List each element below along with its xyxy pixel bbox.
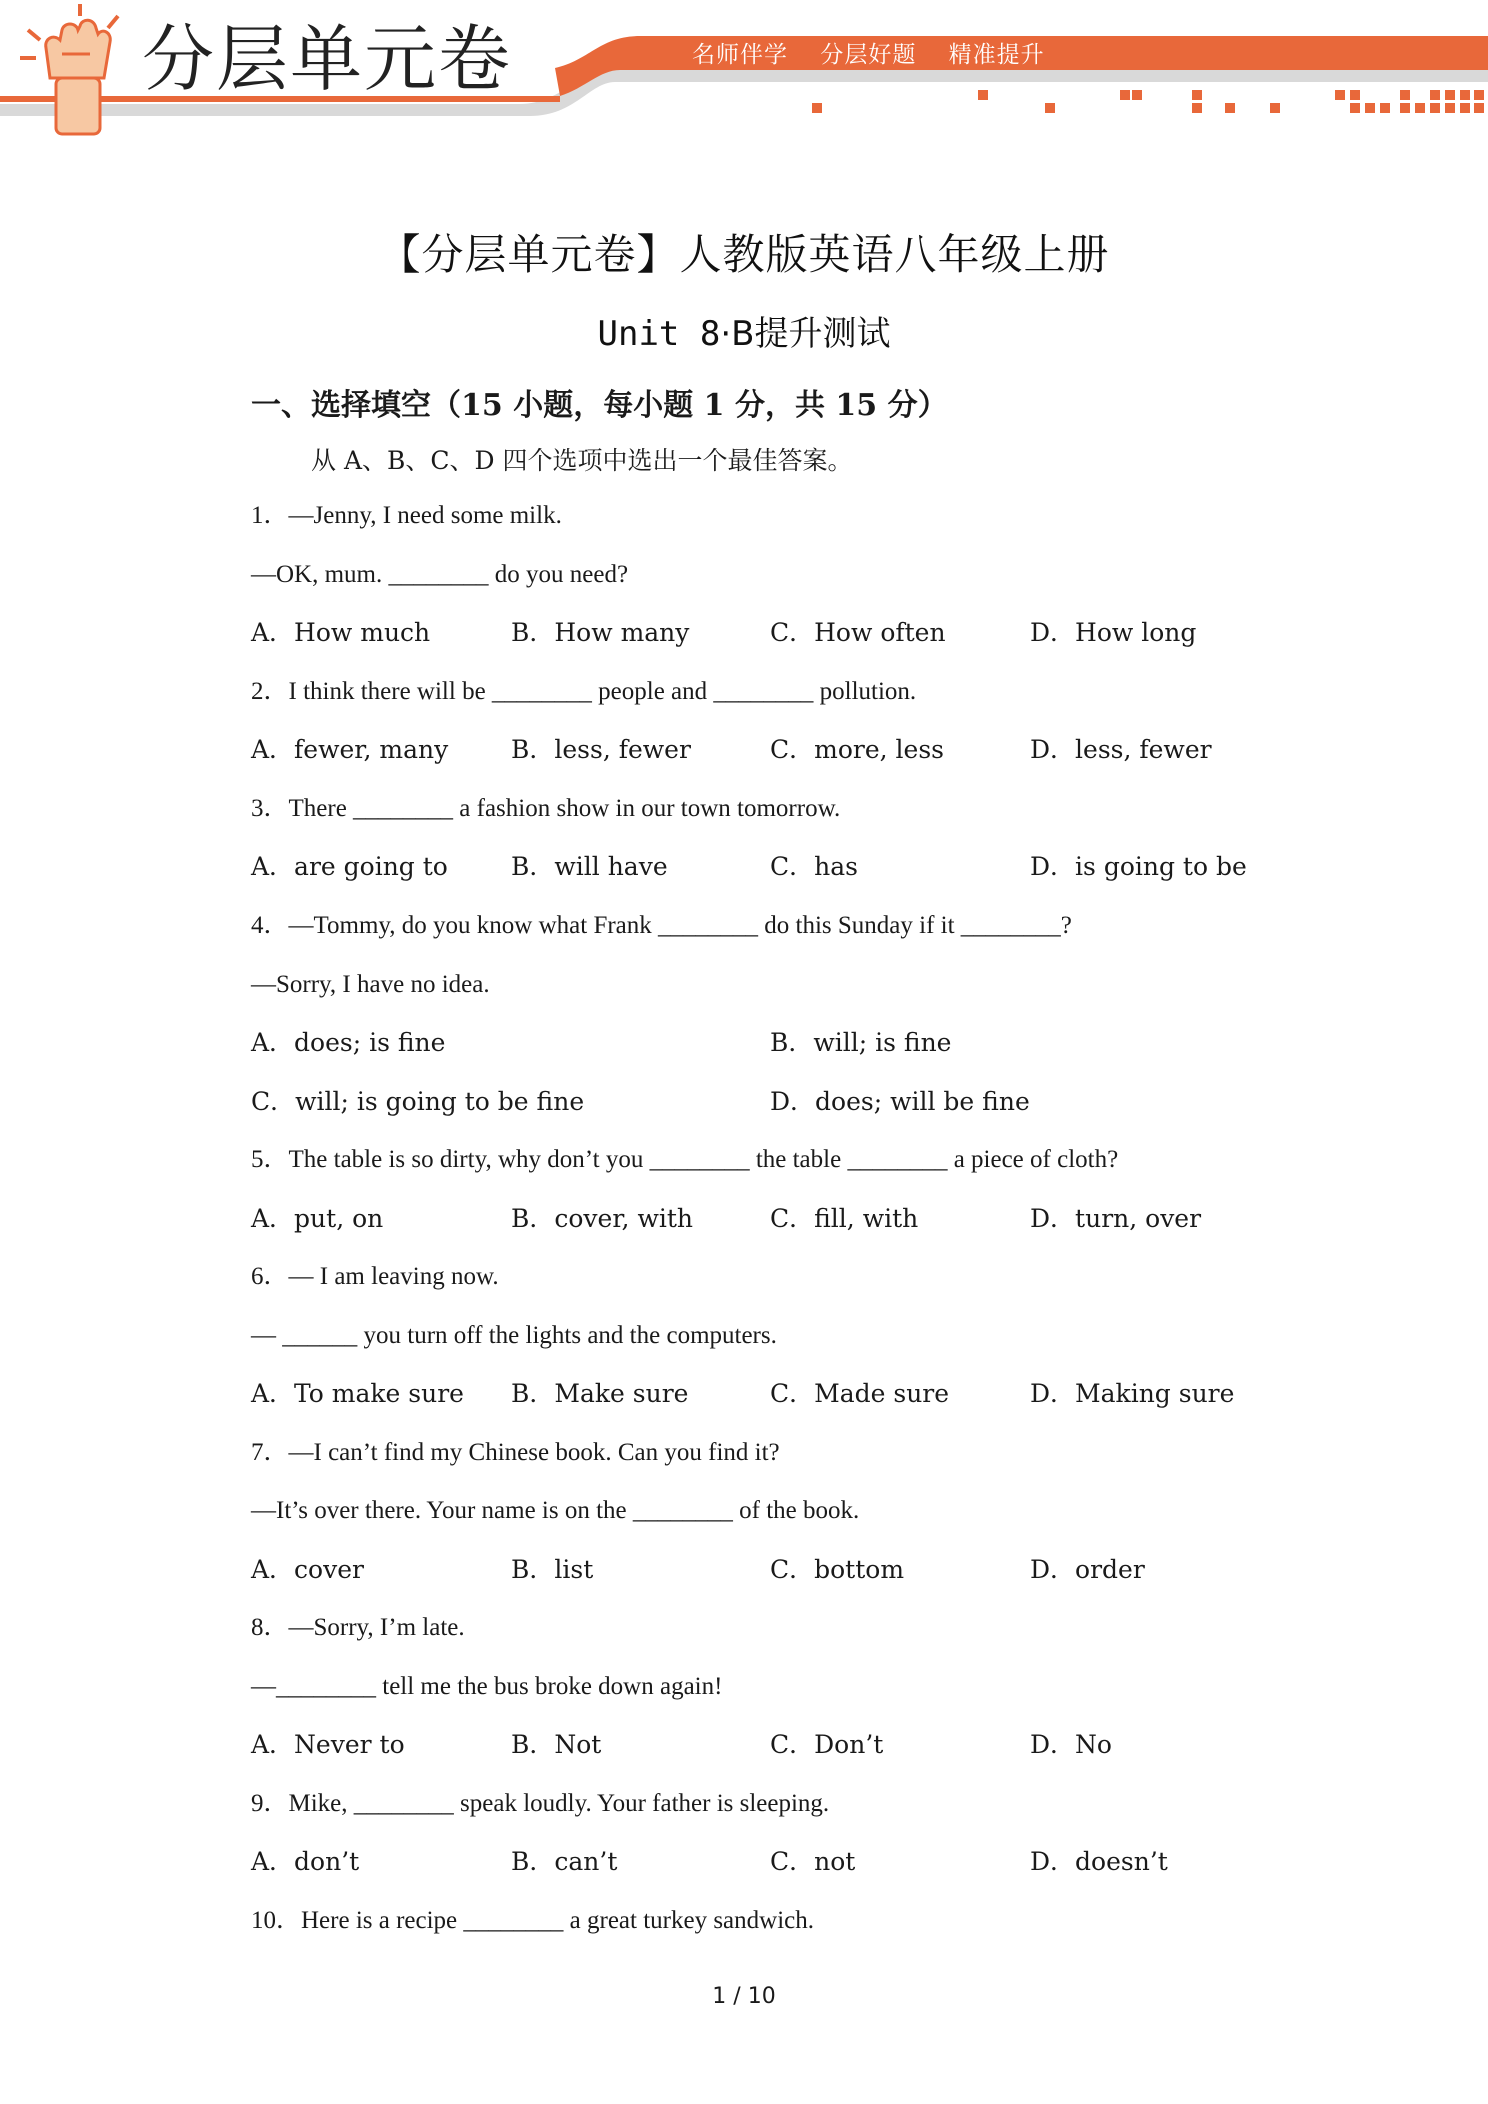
q4-option-d: D．does; will be fine [770, 1087, 1030, 1116]
q6-reply: — ______ you turn off the lights and the computers. [251, 1322, 777, 1349]
slogan-3: 精准提升 [948, 42, 1045, 68]
q8-reply: —________ tell me the bus broke down again! [251, 1673, 723, 1700]
page-number: 1 / 10 [712, 1984, 776, 2009]
q5-option-d: D．turn, over [1030, 1204, 1202, 1233]
q3-option-c: C．has [770, 852, 858, 881]
q8-option-d: D．No [1030, 1730, 1112, 1759]
q3-option-a: A．are going to [251, 852, 448, 881]
document-title: 【分层单元卷】人教版英语八年级上册 [378, 230, 1110, 279]
q3-stem: 3．There ________ a fashion show in our town tomorrow. [251, 795, 841, 822]
q7-option-d: D．order [1030, 1555, 1145, 1584]
q4-option-b: B．will; is fine [770, 1028, 952, 1057]
subtitle-unit: Unit 8 [597, 314, 721, 354]
header-banner [0, 0, 1488, 150]
q2-option-d: D．less, fewer [1030, 735, 1212, 764]
q8-option-a: A．Never to [251, 1730, 405, 1759]
q5-option-a: A．put, on [251, 1204, 384, 1233]
instruction-text: 从 A、B、C、D 四个选项中选出一个最佳答案。 [311, 446, 853, 475]
q6-option-c: C．Made sure [770, 1379, 950, 1408]
q9-option-a: A．don’t [251, 1847, 360, 1876]
subtitle-rest: ·B提升测试 [720, 314, 891, 354]
q2-option-b: B．less, fewer [511, 735, 691, 764]
q7-reply: —It’s over there. Your name is on the ________ of the book. [251, 1497, 860, 1524]
q1-option-d: D．How long [1030, 618, 1197, 647]
q7-option-a: A．cover [251, 1555, 364, 1584]
q4-reply: —Sorry, I have no idea. [251, 971, 490, 998]
q2-option-a: A．fewer, many [251, 735, 449, 764]
document-subtitle [0, 306, 1488, 355]
pixel-squares [812, 90, 1484, 113]
q6-stem: 6．— I am leaving now. [251, 1263, 499, 1290]
q3-option-b: B．will have [511, 852, 668, 881]
q9-option-c: C．not [770, 1847, 856, 1876]
q8-stem: 8．—Sorry, I’m late. [251, 1614, 465, 1641]
slogan-2: 分层好题 [820, 42, 917, 68]
q4-stem: 4．—Tommy, do you know what Frank ________ do this Sunday if it ________? [251, 912, 1072, 939]
q1-reply: —OK, mum. ________ do you need? [251, 561, 629, 588]
q1-option-c: C．How often [770, 618, 946, 647]
q7-option-b: B．list [511, 1555, 594, 1584]
q8-option-b: B．Not [511, 1730, 602, 1759]
q3-option-d: D．is going to be [1030, 852, 1247, 881]
q2-stem: 2．I think there will be ________ people and ________ pollution. [251, 678, 917, 705]
q7-stem: 7．—I can’t find my Chinese book. Can you find it? [251, 1439, 780, 1466]
q6-option-b: B．Make sure [511, 1379, 689, 1408]
q8-option-c: C．Don’t [770, 1730, 884, 1759]
logo-text: 分层单元卷 [142, 17, 513, 101]
q4-option-c: C．will; is going to be fine [251, 1087, 585, 1116]
q9-option-b: B．can’t [511, 1847, 618, 1876]
q2-option-c: C．more, less [770, 735, 944, 764]
section-heading: 一、选择填空（15 小题，每小题 1 分，共 15 分） [251, 388, 948, 423]
q5-stem: 5．The table is so dirty, why don’t you ________ the table ________ a piece of cloth? [251, 1146, 1119, 1173]
q1-option-a: A．How much [251, 618, 431, 647]
q10-stem: 10．Here is a recipe ________ a great turkey sandwich. [251, 1907, 815, 1934]
q9-option-d: D．doesn’t [1030, 1847, 1168, 1876]
q5-option-b: B．cover, with [511, 1204, 693, 1233]
q6-option-d: D．Making sure [1030, 1379, 1235, 1408]
q1-option-b: B．How many [511, 618, 690, 647]
q9-stem: 9．Mike, ________ speak loudly. Your father is sleeping. [251, 1790, 830, 1817]
slogan-1: 名师伴学 [692, 42, 788, 68]
q6-option-a: A．To make sure [251, 1379, 464, 1408]
q5-option-c: C．fill, with [770, 1204, 919, 1233]
header-slogan [692, 36, 1069, 69]
q4-option-a: A．does; is fine [251, 1028, 446, 1057]
q7-option-c: C．bottom [770, 1555, 905, 1584]
q1-stem: 1．—Jenny, I need some milk. [251, 502, 562, 529]
